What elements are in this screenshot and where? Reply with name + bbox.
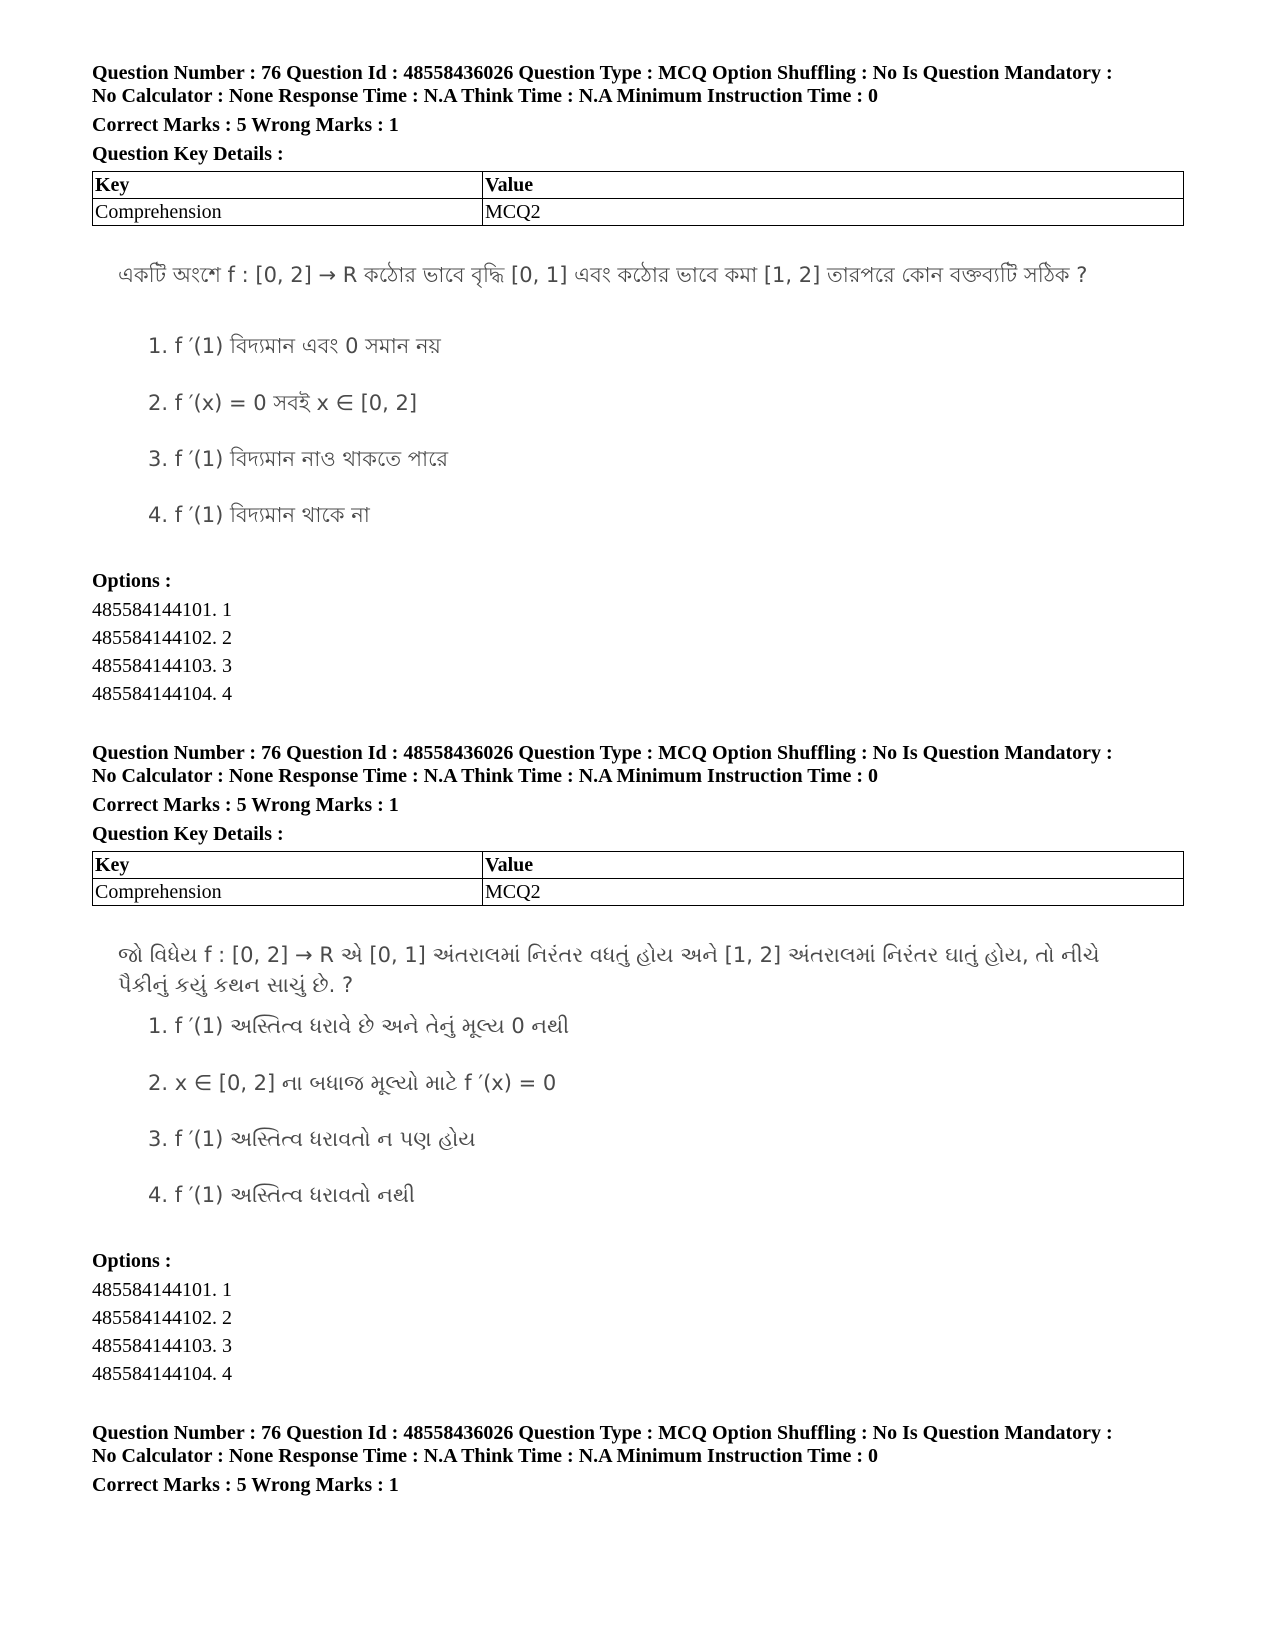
option-item: 485584144104. 4: [92, 683, 232, 705]
question-image: [92, 234, 1184, 554]
question-block-next: [92, 1422, 1184, 1497]
key-table-row: [93, 879, 1184, 906]
question-key-table: [92, 171, 1184, 226]
key-table-row: [93, 199, 1184, 226]
option-item: 485584144103. 3: [92, 655, 232, 677]
question-key-details-label: Question Key Details :: [92, 143, 284, 165]
options-list: [92, 596, 1184, 708]
key-table-cell-key: Comprehension: [93, 199, 483, 226]
question-image-option-4: 4. f ′(1) বিদ্যমান থাকে না: [148, 503, 370, 527]
option-item: 485584144101. 1: [92, 599, 232, 621]
question-image-option-2: 2. x ∈ [0, 2] ના બધાજ મૂલ્યો માટે f ′(x) = 0: [148, 1071, 557, 1095]
question-meta-line-1: Question Number : 76 Question Id : 48558436026 Question Type : MCQ Option Shuffling : No Is Question Mandatory :: [92, 742, 1113, 764]
question-image-option-2: 2. f ′(x) = 0 সবই x ∈ [0, 2]: [148, 391, 418, 415]
question-meta-line-1: Question Number : 76 Question Id : 48558436026 Question Type : MCQ Option Shuffling : No Is Question Mandatory :: [92, 1422, 1113, 1444]
key-table-header-value: Value: [483, 852, 1184, 879]
key-table-cell-key: Comprehension: [93, 879, 483, 906]
question-meta-line-2: No Calculator : None Response Time : N.A Think Time : N.A Minimum Instruction Time : 0: [92, 765, 878, 787]
question-block-bengali: [92, 62, 1184, 708]
question-meta: [92, 62, 1184, 108]
question-image-option-3: 3. f ′(1) અસ્તિત્વ ધરાવતો ન પણ હોય: [148, 1127, 476, 1151]
question-image-option-3: 3. f ′(1) বিদ্যমান নাও থাকতে পারে: [148, 447, 449, 471]
options-label: Options :: [92, 570, 172, 592]
option-item: 485584144102. 2: [92, 1307, 232, 1329]
question-image: [92, 914, 1184, 1234]
question-image-option-1: 1. f ′(1) અસ્તિત્વ ધરાવે છે અને તેનું મૂલ્ય 0 નથી: [148, 1014, 570, 1038]
question-meta-line-2: No Calculator : None Response Time : N.A Think Time : N.A Minimum Instruction Time : 0: [92, 1445, 878, 1467]
option-item: 485584144101. 1: [92, 1279, 232, 1301]
options-label: Options :: [92, 1250, 172, 1272]
question-image-option-4: 4. f ′(1) અસ્તિત્વ ધરાવતો નથી: [148, 1183, 416, 1207]
question-key-details-label: Question Key Details :: [92, 823, 284, 845]
key-table-header-row: [93, 852, 1184, 879]
question-image-option-1: 1. f ′(1) বিদ্যমান এবং 0 সমান নয়: [148, 334, 441, 358]
key-table-header-key: Key: [93, 852, 483, 879]
key-table-cell-value: MCQ2: [483, 199, 1184, 226]
question-marks: Correct Marks : 5 Wrong Marks : 1: [92, 794, 399, 816]
option-item: 485584144104. 4: [92, 1363, 232, 1385]
question-meta-line-2: No Calculator : None Response Time : N.A Think Time : N.A Minimum Instruction Time : 0: [92, 85, 878, 107]
question-block-gujarati: [92, 742, 1184, 1388]
question-stem: જો વિધેય f : [0, 2] → R એ [0, 1] અંતરાલમાં નિરંતર વધતું હોય અને [1, 2] અંતરાલમાં નિરંતર ઘાતું હોય, તો નીચે પૈકીનું કયું કથન સાચું છે. ?: [118, 943, 1100, 997]
question-key-table: [92, 851, 1184, 906]
key-table-header-value: Value: [483, 172, 1184, 199]
question-paper-page: [92, 62, 1184, 1497]
question-meta-line-1: Question Number : 76 Question Id : 48558436026 Question Type : MCQ Option Shuffling : No Is Question Mandatory :: [92, 62, 1113, 84]
option-item: 485584144103. 3: [92, 1335, 232, 1357]
key-table-header-key: Key: [93, 172, 483, 199]
question-stem: একটি অংশে f : [0, 2] → R কঠোর ভাবে বৃদ্ধি [0, 1] এবং কঠোর ভাবে কমা [1, 2] তারপরে কোন বক্তব্যটি সঠিক ?: [118, 263, 1088, 287]
option-item: 485584144102. 2: [92, 627, 232, 649]
question-marks: Correct Marks : 5 Wrong Marks : 1: [92, 1474, 399, 1496]
options-list: [92, 1276, 1184, 1388]
key-table-cell-value: MCQ2: [483, 879, 1184, 906]
question-marks: Correct Marks : 5 Wrong Marks : 1: [92, 114, 399, 136]
key-table-header-row: [93, 172, 1184, 199]
question-meta: [92, 1422, 1184, 1468]
question-meta: [92, 742, 1184, 788]
